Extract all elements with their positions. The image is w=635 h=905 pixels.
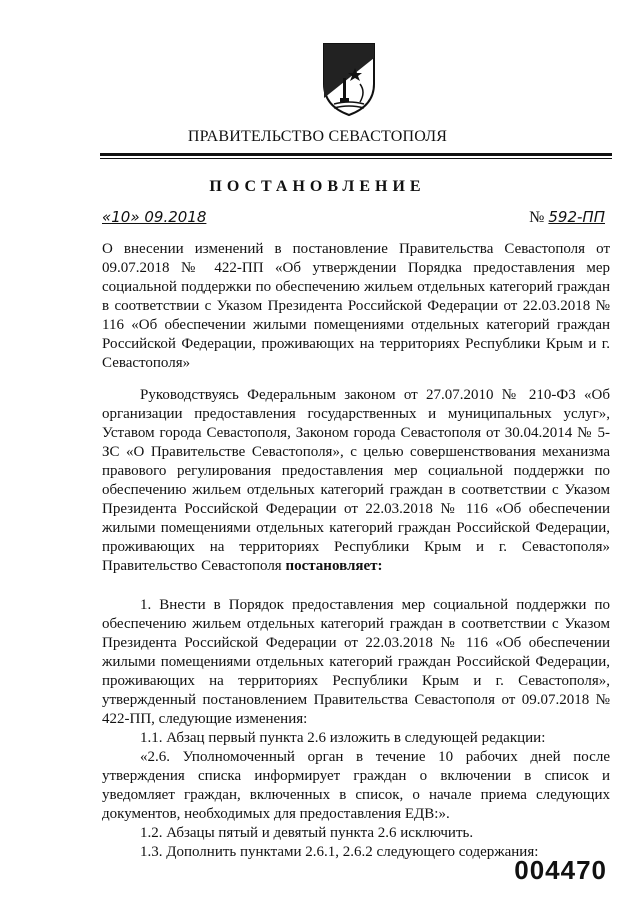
item-1-2: 1.2. Абзацы пятый и девятый пункта 2.6 исключить. — [140, 825, 474, 841]
number-prefix: № — [529, 209, 545, 226]
item-1-1-text: «2.6. Уполномоченный орган в течение 10 рабочих дней после утверждения списка информирует граждан о включении в список и уведомляет граждан, включенных в список, о начале приема следующих документов, необходимых для предоставления ЕДВ:». — [102, 749, 610, 822]
document-number — [529, 208, 605, 227]
header-rule-thin — [100, 158, 612, 159]
document-type: ПОСТАНОВЛЕНИЕ — [209, 178, 426, 195]
document-body — [102, 386, 610, 862]
registration-number: 004470 — [514, 855, 607, 885]
document-subject: О внесении изменений в постановление Правительства Севастополя от 09.07.2018 № 422-ПП «Об утверждении Порядка предоставления мер социальной поддержки по обеспечению жильем отдельных категорий граждан в соответствии с Указом Президента Российской Федерации от 22.03.2018 № 116 «Об обеспечении жилыми помещениями отдельных категорий граждан Российской Федерации, проживающих на территориях Республики Крым и г. Севастополя» — [102, 241, 610, 371]
sevastopol-coat-of-arms-icon — [320, 40, 378, 118]
preamble-text: Руководствуясь Федеральным законом от 27.07.2010 № 210-ФЗ «Об организации предоставления государственных и муниципальных услуг», Уставом города Севастополя, Законом города Севастополя от 30.04.2014 № 5-ЗС «О Правительстве Севастополя», с целью совершенствования механизма правового регулирования предоставления мер социальной поддержки по обеспечению жильем отдельных категорий граждан в соответствии с Указом Президента Российской Федерации от 22.03.2018 № 116 «Об обеспечении жилыми помещениями отдельных категорий граждан Российской Федерации, проживающих на территориях Республики Крым и г. Севастополя» Правительство Севастополя — [102, 387, 610, 574]
preamble-paragraph — [102, 386, 610, 576]
document-date: «10» 09.2018 — [102, 208, 207, 226]
item-1-1: 1.1. Абзац первый пункта 2.6 изложить в следующей редакции: — [140, 730, 546, 746]
header-rule-thick — [100, 153, 612, 156]
item-1: 1. Внести в Порядок предоставления мер социальной поддержки по обеспечению жильем отдельных категорий граждан в соответствии с Указом Президента Российской Федерации от 22.03.2018 № 116 «Об обеспечении жилыми помещениями отдельных категорий граждан Российской Федерации, проживающих на территориях Республики Крым и г. Севастополя», утвержденный постановлением Правительства Севастополя от 09.07.2018 № 422-ПП, следующие изменения: — [102, 597, 610, 727]
resolves-word: постановляет: — [285, 558, 383, 574]
organization-name: ПРАВИТЕЛЬСТВО СЕВАСТОПОЛЯ — [187, 128, 448, 145]
number-value: 592-ПП — [548, 208, 605, 226]
item-1-3: 1.3. Дополнить пунктами 2.6.1, 2.6.2 следующего содержания: — [140, 844, 539, 860]
